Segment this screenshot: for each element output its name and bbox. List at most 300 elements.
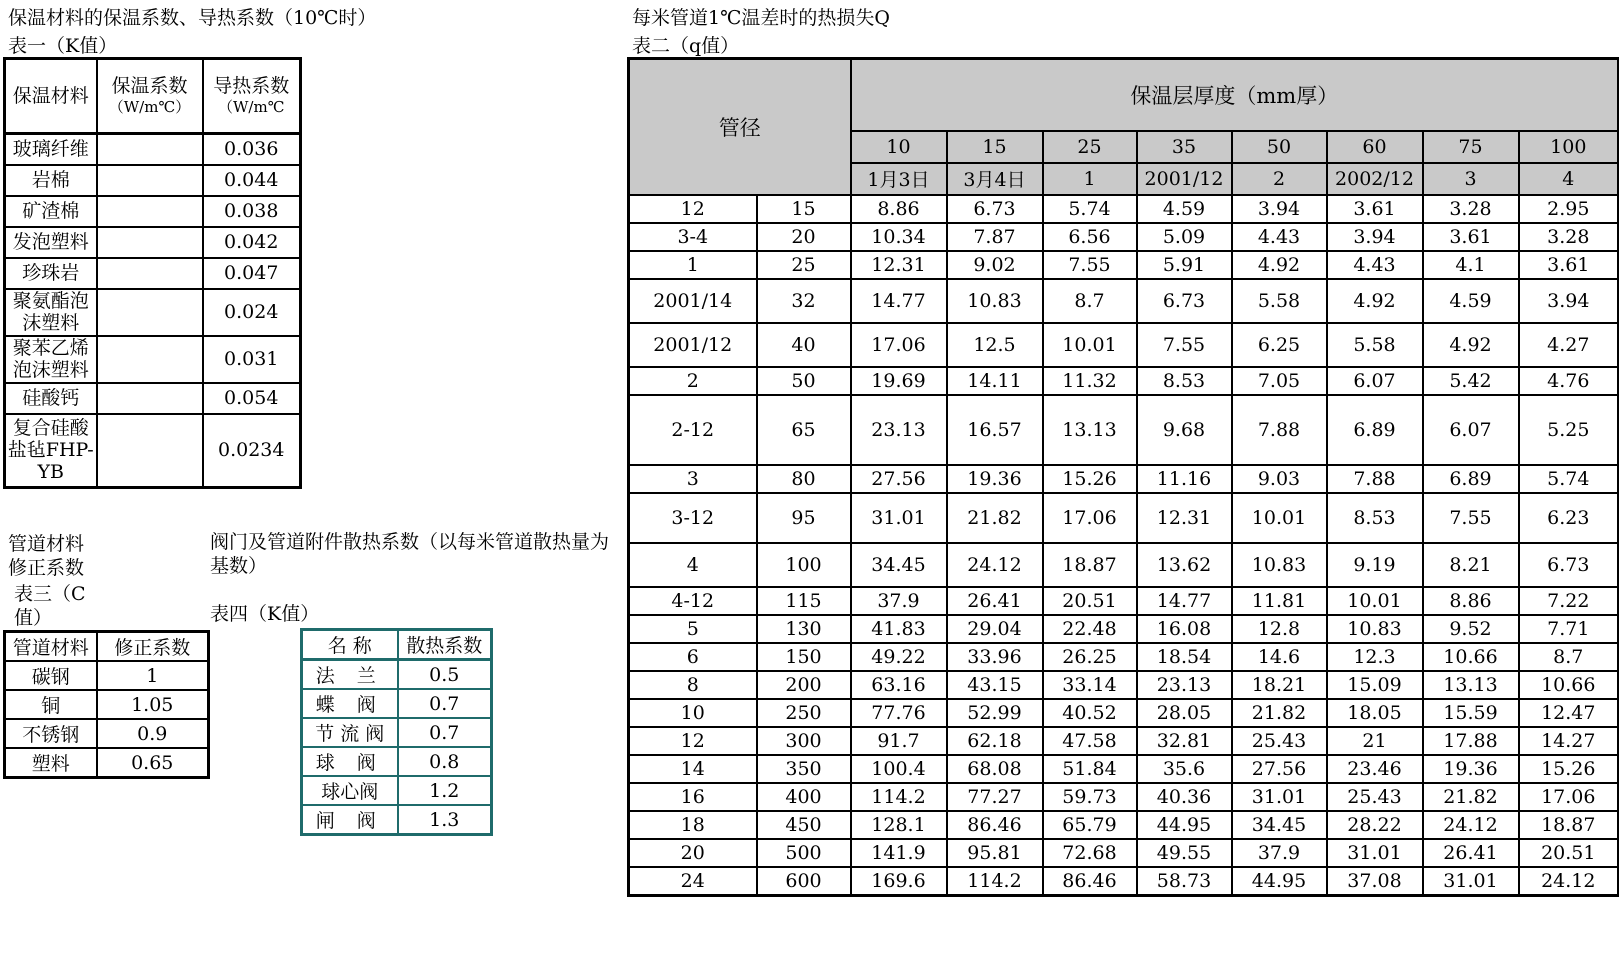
coef-cell bbox=[97, 289, 203, 336]
heat-loss-cell: 141.9 bbox=[851, 839, 947, 867]
heat-loss-cell: 63.16 bbox=[851, 671, 947, 699]
heat-loss-cell: 52.99 bbox=[947, 699, 1043, 727]
name-cell: 球心阀 bbox=[302, 776, 398, 805]
pipe-inch-cell: 5 bbox=[629, 615, 757, 643]
table-row bbox=[5, 414, 301, 488]
heat-loss-cell: 4.1 bbox=[1423, 251, 1519, 279]
heat-loss-cell: 4.92 bbox=[1327, 279, 1423, 323]
thickness-inch-cell: 2001/12 bbox=[1137, 163, 1232, 195]
heat-loss-cell: 2.95 bbox=[1519, 195, 1619, 223]
thickness-mm-cell: 15 bbox=[947, 131, 1043, 163]
material-cell: 塑料 bbox=[5, 748, 97, 778]
table-row bbox=[629, 671, 1619, 699]
table-row bbox=[629, 699, 1619, 727]
heat-loss-cell: 62.18 bbox=[947, 727, 1043, 755]
pipe-inch-cell: 8 bbox=[629, 671, 757, 699]
table-row bbox=[629, 643, 1619, 671]
heat-loss-cell: 7.22 bbox=[1519, 587, 1619, 615]
header-conductivity bbox=[203, 59, 301, 134]
material-cell: 硅酸钙 bbox=[5, 383, 97, 414]
heat-loss-cell: 9.02 bbox=[947, 251, 1043, 279]
header-pipe-diameter: 管径 bbox=[629, 59, 851, 195]
header-insulation-coef-unit: （W/m℃） bbox=[108, 98, 191, 116]
pipe-inch-cell: 20 bbox=[629, 839, 757, 867]
heat-loss-cell: 6.56 bbox=[1043, 223, 1137, 251]
table3-title: 管道材料修正系数 bbox=[8, 533, 85, 579]
table-row bbox=[302, 718, 492, 747]
heat-loss-cell: 114.2 bbox=[851, 783, 947, 811]
table-row bbox=[629, 323, 1619, 367]
heat-loss-cell: 3.28 bbox=[1519, 223, 1619, 251]
pipe-mm-cell: 25 bbox=[757, 251, 851, 279]
coef-cell bbox=[97, 258, 203, 289]
value-cell: 0.042 bbox=[203, 227, 301, 258]
heat-loss-cell: 77.27 bbox=[947, 783, 1043, 811]
heat-loss-cell: 12.47 bbox=[1519, 699, 1619, 727]
pipe-material-correction-table bbox=[3, 630, 210, 779]
heat-loss-cell: 8.7 bbox=[1043, 279, 1137, 323]
table-row bbox=[629, 223, 1619, 251]
material-cell: 玻璃纤维 bbox=[5, 134, 97, 165]
heat-loss-cell: 8.21 bbox=[1423, 543, 1519, 587]
table-row bbox=[629, 195, 1619, 223]
heat-loss-cell: 17.06 bbox=[851, 323, 947, 367]
heat-loss-cell: 14.27 bbox=[1519, 727, 1619, 755]
heat-loss-cell: 31.01 bbox=[1232, 783, 1327, 811]
pipe-inch-cell: 4 bbox=[629, 543, 757, 587]
heat-loss-cell: 14.77 bbox=[851, 279, 947, 323]
heat-loss-cell: 12.31 bbox=[1137, 493, 1232, 543]
material-cell: 矿渣棉 bbox=[5, 196, 97, 227]
heat-loss-cell: 6.73 bbox=[1519, 543, 1619, 587]
coef-cell bbox=[97, 196, 203, 227]
table-row bbox=[629, 543, 1619, 587]
heat-loss-cell: 72.68 bbox=[1043, 839, 1137, 867]
heat-loss-cell: 33.96 bbox=[947, 643, 1043, 671]
table4-title: 阀门及管道附件散热系数（以每米管道散热量为基数） bbox=[210, 531, 610, 577]
heat-loss-cell: 43.15 bbox=[947, 671, 1043, 699]
heat-loss-cell: 27.56 bbox=[851, 465, 947, 493]
coef-cell bbox=[97, 165, 203, 196]
heat-loss-cell: 7.55 bbox=[1423, 493, 1519, 543]
coef-cell bbox=[97, 383, 203, 414]
value-cell: 0.047 bbox=[203, 258, 301, 289]
heat-loss-cell: 23.46 bbox=[1327, 755, 1423, 783]
heat-loss-cell: 17.06 bbox=[1519, 783, 1619, 811]
pipe-inch-cell: 1 bbox=[629, 251, 757, 279]
heat-loss-cell: 20.51 bbox=[1043, 587, 1137, 615]
heat-loss-cell: 22.48 bbox=[1043, 615, 1137, 643]
heat-loss-cell: 31.01 bbox=[1423, 867, 1519, 896]
header-material: 保温材料 bbox=[5, 59, 97, 134]
pipe-inch-cell: 2001/14 bbox=[629, 279, 757, 323]
heat-loss-cell: 33.14 bbox=[1043, 671, 1137, 699]
heat-loss-cell: 4.76 bbox=[1519, 367, 1619, 395]
heat-loss-cell: 4.27 bbox=[1519, 323, 1619, 367]
heat-loss-cell: 65.79 bbox=[1043, 811, 1137, 839]
pipe-inch-cell: 10 bbox=[629, 699, 757, 727]
header-correction-coef: 修正系数 bbox=[97, 632, 209, 662]
heat-loss-cell: 18.21 bbox=[1232, 671, 1327, 699]
heat-loss-cell: 32.81 bbox=[1137, 727, 1232, 755]
heat-loss-cell: 3.94 bbox=[1232, 195, 1327, 223]
pipe-mm-cell: 65 bbox=[757, 395, 851, 465]
heat-loss-cell: 18.87 bbox=[1043, 543, 1137, 587]
heat-loss-cell: 12.8 bbox=[1232, 615, 1327, 643]
header-pipe-material: 管道材料 bbox=[5, 632, 97, 662]
heat-loss-cell: 3.28 bbox=[1423, 195, 1519, 223]
table-row bbox=[629, 395, 1619, 465]
heat-loss-cell: 4.59 bbox=[1423, 279, 1519, 323]
coef-cell: 0.7 bbox=[398, 689, 492, 718]
table-row bbox=[629, 615, 1619, 643]
heat-loss-cell: 5.91 bbox=[1137, 251, 1232, 279]
table-row bbox=[5, 289, 301, 336]
pipe-mm-cell: 20 bbox=[757, 223, 851, 251]
heat-loss-cell: 15.26 bbox=[1043, 465, 1137, 493]
heat-loss-cell: 13.13 bbox=[1043, 395, 1137, 465]
heat-loss-cell: 4.59 bbox=[1137, 195, 1232, 223]
header-heat-coef: 散热系数 bbox=[398, 630, 492, 660]
heat-loss-cell: 5.58 bbox=[1327, 323, 1423, 367]
coef-cell: 0.5 bbox=[398, 660, 492, 690]
heat-loss-cell: 114.2 bbox=[947, 867, 1043, 896]
heat-loss-cell: 18.87 bbox=[1519, 811, 1619, 839]
table-row bbox=[5, 661, 209, 690]
thickness-inch-cell: 3月4日 bbox=[947, 163, 1043, 195]
table3-caption: 表三（C值） bbox=[14, 583, 86, 629]
heat-loss-cell: 14.77 bbox=[1137, 587, 1232, 615]
heat-loss-cell: 9.68 bbox=[1137, 395, 1232, 465]
header-name: 名 称 bbox=[302, 630, 398, 660]
heat-loss-cell: 128.1 bbox=[851, 811, 947, 839]
heat-loss-cell: 6.07 bbox=[1423, 395, 1519, 465]
coef-cell: 1.3 bbox=[398, 805, 492, 835]
coef-cell bbox=[97, 336, 203, 383]
heat-loss-cell: 8.7 bbox=[1519, 643, 1619, 671]
header-conductivity-unit: （W/m℃ bbox=[218, 98, 285, 116]
heat-loss-cell: 49.55 bbox=[1137, 839, 1232, 867]
heat-loss-cell: 3.94 bbox=[1327, 223, 1423, 251]
heat-loss-cell: 11.16 bbox=[1137, 465, 1232, 493]
thickness-mm-cell: 25 bbox=[1043, 131, 1137, 163]
heat-loss-cell: 59.73 bbox=[1043, 783, 1137, 811]
heat-loss-cell: 10.34 bbox=[851, 223, 947, 251]
pipe-inch-cell: 3 bbox=[629, 465, 757, 493]
pipe-mm-cell: 250 bbox=[757, 699, 851, 727]
pipe-mm-cell: 600 bbox=[757, 867, 851, 896]
heat-loss-cell: 12.31 bbox=[851, 251, 947, 279]
heat-loss-cell: 17.06 bbox=[1043, 493, 1137, 543]
table-row bbox=[629, 251, 1619, 279]
table-row bbox=[5, 719, 209, 748]
heat-loss-cell: 44.95 bbox=[1232, 867, 1327, 896]
coef-cell: 1 bbox=[97, 661, 209, 690]
table-row bbox=[629, 839, 1619, 867]
table-row bbox=[5, 165, 301, 196]
table1-title: 保温材料的保温系数、导热系数（10℃时） bbox=[8, 7, 377, 29]
heat-loss-cell: 7.71 bbox=[1519, 615, 1619, 643]
heat-loss-cell: 24.12 bbox=[1519, 867, 1619, 896]
material-cell: 铜 bbox=[5, 690, 97, 719]
heat-loss-cell: 77.76 bbox=[851, 699, 947, 727]
value-cell: 0.024 bbox=[203, 289, 301, 336]
pipe-mm-cell: 500 bbox=[757, 839, 851, 867]
heat-loss-cell: 95.81 bbox=[947, 839, 1043, 867]
heat-loss-cell: 28.22 bbox=[1327, 811, 1423, 839]
table-row bbox=[302, 689, 492, 718]
heat-loss-cell: 6.07 bbox=[1327, 367, 1423, 395]
thickness-mm-cell: 60 bbox=[1327, 131, 1423, 163]
pipe-mm-cell: 80 bbox=[757, 465, 851, 493]
table-row bbox=[5, 227, 301, 258]
pipe-mm-cell: 115 bbox=[757, 587, 851, 615]
heat-loss-cell: 12.3 bbox=[1327, 643, 1423, 671]
heat-loss-cell: 18.54 bbox=[1137, 643, 1232, 671]
heat-loss-cell: 13.62 bbox=[1137, 543, 1232, 587]
table-row bbox=[5, 196, 301, 227]
pipe-inch-cell: 3-12 bbox=[629, 493, 757, 543]
heat-loss-cell: 4.43 bbox=[1232, 223, 1327, 251]
heat-loss-cell: 3.61 bbox=[1519, 251, 1619, 279]
heat-loss-cell: 6.73 bbox=[947, 195, 1043, 223]
heat-loss-cell: 40.52 bbox=[1043, 699, 1137, 727]
pipe-mm-cell: 350 bbox=[757, 755, 851, 783]
heat-loss-cell: 37.08 bbox=[1327, 867, 1423, 896]
thickness-inch-cell: 2002/12 bbox=[1327, 163, 1423, 195]
heat-loss-cell: 7.05 bbox=[1232, 367, 1327, 395]
heat-loss-cell: 7.55 bbox=[1043, 251, 1137, 279]
heat-loss-cell: 6.89 bbox=[1423, 465, 1519, 493]
name-cell: 球 阀 bbox=[302, 747, 398, 776]
heat-loss-cell: 10.83 bbox=[1327, 615, 1423, 643]
thickness-inch-cell: 4 bbox=[1519, 163, 1619, 195]
coef-cell: 0.7 bbox=[398, 718, 492, 747]
coef-cell: 0.65 bbox=[97, 748, 209, 778]
pipe-inch-cell: 16 bbox=[629, 783, 757, 811]
pipe-mm-cell: 150 bbox=[757, 643, 851, 671]
heat-loss-cell: 44.95 bbox=[1137, 811, 1232, 839]
coef-cell: 0.9 bbox=[97, 719, 209, 748]
header-insulation-thickness: 保温层厚度（mm厚） bbox=[851, 59, 1619, 131]
table-row bbox=[5, 134, 301, 165]
heat-loss-cell: 27.56 bbox=[1232, 755, 1327, 783]
heat-loss-cell: 34.45 bbox=[851, 543, 947, 587]
thickness-inch-cell: 3 bbox=[1423, 163, 1519, 195]
heat-loss-cell: 26.41 bbox=[947, 587, 1043, 615]
heat-loss-cell: 3.61 bbox=[1423, 223, 1519, 251]
pipe-mm-cell: 400 bbox=[757, 783, 851, 811]
heat-loss-cell: 58.73 bbox=[1137, 867, 1232, 896]
pipe-mm-cell: 50 bbox=[757, 367, 851, 395]
value-cell: 0.044 bbox=[203, 165, 301, 196]
value-cell: 0.038 bbox=[203, 196, 301, 227]
table-row bbox=[629, 465, 1619, 493]
heat-loss-cell: 28.05 bbox=[1137, 699, 1232, 727]
heat-loss-cell: 31.01 bbox=[851, 493, 947, 543]
heat-loss-cell: 5.58 bbox=[1232, 279, 1327, 323]
thickness-inch-cell: 1 bbox=[1043, 163, 1137, 195]
pipe-mm-cell: 300 bbox=[757, 727, 851, 755]
table-row bbox=[302, 805, 492, 835]
heat-loss-cell: 8.53 bbox=[1327, 493, 1423, 543]
pipe-inch-cell: 24 bbox=[629, 867, 757, 896]
heat-loss-cell: 21 bbox=[1327, 727, 1423, 755]
heat-loss-cell: 6.25 bbox=[1232, 323, 1327, 367]
heat-loss-cell: 19.36 bbox=[947, 465, 1043, 493]
material-cell: 珍珠岩 bbox=[5, 258, 97, 289]
pipe-inch-cell: 2-12 bbox=[629, 395, 757, 465]
heat-loss-cell: 16.08 bbox=[1137, 615, 1232, 643]
heat-loss-cell: 15.26 bbox=[1519, 755, 1619, 783]
coef-cell: 0.8 bbox=[398, 747, 492, 776]
heat-loss-cell: 51.84 bbox=[1043, 755, 1137, 783]
heat-loss-cell: 9.52 bbox=[1423, 615, 1519, 643]
heat-loss-cell: 31.01 bbox=[1327, 839, 1423, 867]
coef-cell bbox=[97, 414, 203, 488]
heat-loss-cell: 15.09 bbox=[1327, 671, 1423, 699]
heat-loss-cell: 8.86 bbox=[851, 195, 947, 223]
heat-loss-cell: 41.83 bbox=[851, 615, 947, 643]
heat-loss-cell: 10.83 bbox=[947, 279, 1043, 323]
thickness-mm-cell: 75 bbox=[1423, 131, 1519, 163]
pipe-inch-cell: 3-4 bbox=[629, 223, 757, 251]
heat-loss-cell: 11.81 bbox=[1232, 587, 1327, 615]
heat-loss-cell: 26.41 bbox=[1423, 839, 1519, 867]
table-row bbox=[302, 660, 492, 690]
heat-loss-cell: 37.9 bbox=[1232, 839, 1327, 867]
material-cell: 聚苯乙烯泡沫塑料 bbox=[5, 336, 97, 383]
table1-caption: 表一（K值） bbox=[8, 35, 118, 57]
heat-loss-cell: 5.09 bbox=[1137, 223, 1232, 251]
heat-loss-cell: 21.82 bbox=[1423, 783, 1519, 811]
heat-loss-cell: 68.08 bbox=[947, 755, 1043, 783]
thermal-conductivity-table bbox=[3, 57, 302, 489]
heat-loss-cell: 47.58 bbox=[1043, 727, 1137, 755]
table-row bbox=[629, 783, 1619, 811]
pipe-mm-cell: 100 bbox=[757, 543, 851, 587]
heat-loss-cell: 14.6 bbox=[1232, 643, 1327, 671]
heat-loss-cell: 13.13 bbox=[1423, 671, 1519, 699]
heat-loss-cell: 9.19 bbox=[1327, 543, 1423, 587]
value-cell: 0.031 bbox=[203, 336, 301, 383]
heat-loss-cell: 10.66 bbox=[1519, 671, 1619, 699]
heat-loss-cell: 24.12 bbox=[1423, 811, 1519, 839]
value-cell: 0.054 bbox=[203, 383, 301, 414]
table2-title: 每米管道1℃温差时的热损失Q bbox=[632, 7, 890, 29]
thickness-mm-cell: 35 bbox=[1137, 131, 1232, 163]
heat-loss-cell: 8.53 bbox=[1137, 367, 1232, 395]
table-row bbox=[629, 727, 1619, 755]
table-row bbox=[629, 367, 1619, 395]
thickness-mm-cell: 10 bbox=[851, 131, 947, 163]
material-cell: 碳钢 bbox=[5, 661, 97, 690]
heat-loss-cell: 86.46 bbox=[1043, 867, 1137, 896]
material-cell: 发泡塑料 bbox=[5, 227, 97, 258]
coef-cell: 1.2 bbox=[398, 776, 492, 805]
pipe-inch-cell: 18 bbox=[629, 811, 757, 839]
heat-loss-cell: 24.12 bbox=[947, 543, 1043, 587]
heat-loss-cell: 86.46 bbox=[947, 811, 1043, 839]
table-row bbox=[5, 258, 301, 289]
heat-loss-cell: 6.23 bbox=[1519, 493, 1619, 543]
coef-cell bbox=[97, 227, 203, 258]
name-cell: 法 兰 bbox=[302, 660, 398, 690]
heat-loss-cell: 7.88 bbox=[1232, 395, 1327, 465]
heat-loss-cell: 7.88 bbox=[1327, 465, 1423, 493]
value-cell: 0.0234 bbox=[203, 414, 301, 488]
heat-loss-cell: 10.66 bbox=[1423, 643, 1519, 671]
pipe-mm-cell: 450 bbox=[757, 811, 851, 839]
heat-loss-cell: 9.03 bbox=[1232, 465, 1327, 493]
table-row bbox=[629, 811, 1619, 839]
heat-loss-table bbox=[627, 57, 1619, 897]
table-row bbox=[5, 383, 301, 414]
heat-loss-cell: 5.25 bbox=[1519, 395, 1619, 465]
heat-loss-cell: 15.59 bbox=[1423, 699, 1519, 727]
pipe-inch-cell: 12 bbox=[629, 727, 757, 755]
table2-caption: 表二（q值） bbox=[632, 35, 740, 57]
heat-loss-cell: 3.94 bbox=[1519, 279, 1619, 323]
heat-loss-cell: 25.43 bbox=[1327, 783, 1423, 811]
heat-loss-cell: 8.86 bbox=[1423, 587, 1519, 615]
heat-loss-cell: 6.73 bbox=[1137, 279, 1232, 323]
heat-loss-cell: 7.87 bbox=[947, 223, 1043, 251]
thickness-inch-cell: 2 bbox=[1232, 163, 1327, 195]
heat-loss-cell: 18.05 bbox=[1327, 699, 1423, 727]
heat-loss-cell: 23.13 bbox=[851, 395, 947, 465]
heat-loss-cell: 37.9 bbox=[851, 587, 947, 615]
heat-loss-cell: 7.55 bbox=[1137, 323, 1232, 367]
heat-loss-cell: 100.4 bbox=[851, 755, 947, 783]
name-cell: 闸 阀 bbox=[302, 805, 398, 835]
heat-loss-cell: 35.6 bbox=[1137, 755, 1232, 783]
table-row bbox=[302, 776, 492, 805]
heat-loss-cell: 25.43 bbox=[1232, 727, 1327, 755]
table-row bbox=[629, 755, 1619, 783]
pipe-mm-cell: 95 bbox=[757, 493, 851, 543]
heat-loss-cell: 91.7 bbox=[851, 727, 947, 755]
table-row bbox=[302, 747, 492, 776]
material-cell: 聚氨酯泡沫塑料 bbox=[5, 289, 97, 336]
heat-loss-cell: 10.01 bbox=[1327, 587, 1423, 615]
heat-loss-cell: 40.36 bbox=[1137, 783, 1232, 811]
heat-loss-cell: 5.74 bbox=[1043, 195, 1137, 223]
name-cell: 蝶 阀 bbox=[302, 689, 398, 718]
heat-loss-cell: 49.22 bbox=[851, 643, 947, 671]
heat-loss-cell: 34.45 bbox=[1232, 811, 1327, 839]
heat-loss-cell: 10.83 bbox=[1232, 543, 1327, 587]
heat-loss-cell: 20.51 bbox=[1519, 839, 1619, 867]
heat-loss-cell: 17.88 bbox=[1423, 727, 1519, 755]
pipe-mm-cell: 130 bbox=[757, 615, 851, 643]
heat-loss-cell: 5.42 bbox=[1423, 367, 1519, 395]
heat-loss-cell: 21.82 bbox=[947, 493, 1043, 543]
pipe-inch-cell: 12 bbox=[629, 195, 757, 223]
pipe-inch-cell: 2 bbox=[629, 367, 757, 395]
pipe-mm-cell: 32 bbox=[757, 279, 851, 323]
heat-loss-cell: 5.74 bbox=[1519, 465, 1619, 493]
heat-loss-cell: 29.04 bbox=[947, 615, 1043, 643]
pipe-mm-cell: 40 bbox=[757, 323, 851, 367]
heat-loss-cell: 23.13 bbox=[1137, 671, 1232, 699]
coef-cell bbox=[97, 134, 203, 165]
pipe-inch-cell: 14 bbox=[629, 755, 757, 783]
value-cell: 0.036 bbox=[203, 134, 301, 165]
table4-caption: 表四（K值） bbox=[210, 603, 320, 625]
pipe-mm-cell: 200 bbox=[757, 671, 851, 699]
thickness-mm-cell: 50 bbox=[1232, 131, 1327, 163]
